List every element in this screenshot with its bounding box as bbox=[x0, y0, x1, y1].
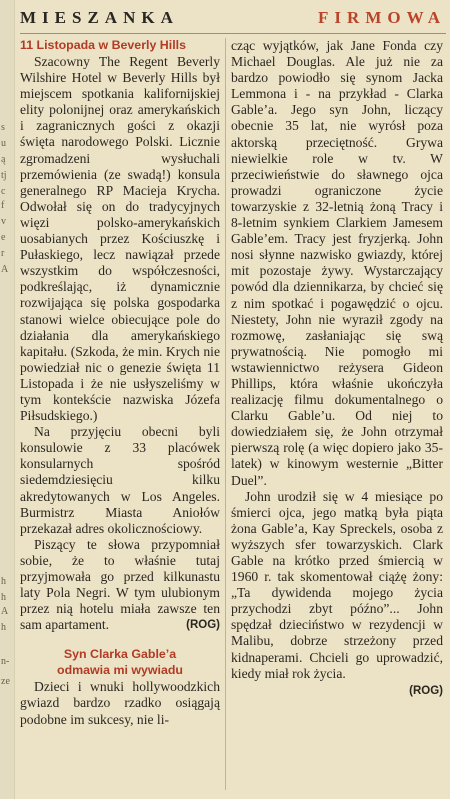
edge-char: ą bbox=[1, 154, 6, 165]
left-page-edge bbox=[0, 0, 15, 799]
column-divider bbox=[225, 38, 226, 790]
section-title-right: FIRMOWA bbox=[318, 8, 446, 27]
article-paragraph: Dzieci i wnuki hollywoodzkich gwiazd bardzo rzadko osiągają podobne im sukcesy, nie li- bbox=[20, 679, 220, 727]
edge-char: tj bbox=[1, 170, 7, 181]
article-title-line: odmawia mi wywiadu bbox=[57, 663, 183, 678]
column-right bbox=[231, 38, 443, 699]
article-paragraph: Szacowny The Regent Beverly Wilshire Hotel w Beverly Hills był miejscem spotkania kalifornijskiej elity polonijnej oraz amerykańskich i zagranicznych gości z okazji święta narodowego Polski. Licznie zgromadzeni wysłuchali przemówienia (ze swadą!) konsula generalnego RP Macieja Krycha. Odwołał się on do tradycyjnych więzi polsko-amerykańskich uosabianych przez Kościuszkę i Pułaskiego, lecz nawiązał przede wszystkim do współczesności, podkreślając, iż dynamicznie rozwijająca się polska gospodarka stanowi wielce obiecujące pole do działania dla amerykańskiego kapitału. (Szkoda, że min. Krych nie powiedział nic o genezie święta 11 Listopada i że nie usłyszeliśmy w tym kontekście nazwiska Józefa Piłsudskiego.) bbox=[20, 54, 220, 424]
article-title: 11 Listopada w Beverly Hills bbox=[20, 38, 186, 52]
edge-char: h bbox=[1, 592, 6, 603]
edge-char: n- bbox=[1, 656, 10, 667]
edge-char: A bbox=[1, 606, 9, 617]
header-rule bbox=[20, 33, 446, 34]
article-paragraph: Na przyjęciu obecni byli konsulowie z 33 placówek konsularnych spośród siedemdziesięciu kilku akredytowanych w Los Angeles. Burmistrz Miasta Aniołów przekazał adres okolicznościowy. bbox=[20, 424, 220, 536]
edge-char: ze bbox=[1, 676, 10, 687]
edge-char: e bbox=[1, 232, 6, 243]
section-title-left: MIESZANKA bbox=[20, 8, 179, 27]
article-paragraph: John urodził się w 4 miesiące po śmierci ojca, jego matką była piąta żona Gable’a, Kay Spreckels, osoba z wyższych sfer towarzyskich. Clark Gable na krótko przed śmiercią w 1960 r. tak skomentował ciążę żony: „Ta dywidenda mojego życia przychodzi zbyt późno”... John spędzał dzieciństwo w rezydencji w Malibu, dobrze strzeżony przed kidnaperami. Chcieli go uprowadzić, kiedy miał rok życia. bbox=[231, 488, 443, 681]
edge-char: f bbox=[1, 200, 5, 211]
section-header bbox=[20, 8, 446, 32]
article-signature: (ROG) bbox=[409, 684, 443, 697]
article-title-line: Syn Clarka Gable’a bbox=[63, 647, 177, 662]
edge-char: A bbox=[1, 264, 9, 275]
paragraph-text: Piszący te słowa przypomniał sobie, że to właśnie tutaj przyjmowała go przed kilkunastu laty Pola Negri. W tym ulubionym przez nią hotelu miała zawsze ten sam apartament. bbox=[20, 536, 220, 633]
edge-char: r bbox=[1, 248, 5, 259]
edge-char: c bbox=[1, 186, 6, 197]
article-separator bbox=[20, 633, 220, 647]
edge-char: s bbox=[1, 122, 5, 133]
edge-char: h bbox=[1, 576, 6, 587]
edge-char: u bbox=[1, 138, 6, 149]
article-signature-line bbox=[231, 682, 443, 699]
article-paragraph bbox=[20, 537, 220, 634]
edge-char: v bbox=[1, 216, 6, 227]
article-paragraph: cząc wyjątków, jak Jane Fonda czy Michael Douglas. Ale już nie za bardzo powiodło się synom Jacka Lemmona i - na przykład - Clarka Gable’a. Jego syn John, liczący obecnie 35 lat, nie wyrósł poza aktorską przeciętność. Grywa niewielkie role w tv. W przeciwieństwie do sławnego ojca prowadzi ograniczone życie towarzyskie z 32-letnią żoną Tracy i 8-letnim synkiem Clarkiem Jamesem Gable’em. Tracy jest fryzjerką. John nosi słynne nazwisko gwiazdy, której mit pozostaje żywy. Wystarczający powód dla dziennikarza, by chcieć się z nim spotkać i pogawędzić o ojcu. Niestety, John nie wyraził zgody na rozmowę, zasłaniając się swą prywatnością. Nie pomogło mi wstawiennictwo reżysera Gideon Phillips, która właśnie ukończyła realizację filmu dokumentalnego o Clarku Gable’u. Od niej to dowiedziałem się, że John otrzymał pierwszą rolę (a więc dopiero jako 35-latek) w kinowym westernie „Bitter Duel”. bbox=[231, 38, 443, 488]
edge-char: h bbox=[1, 622, 6, 633]
article-signature: (ROG) bbox=[186, 619, 220, 632]
column-left bbox=[20, 38, 220, 728]
